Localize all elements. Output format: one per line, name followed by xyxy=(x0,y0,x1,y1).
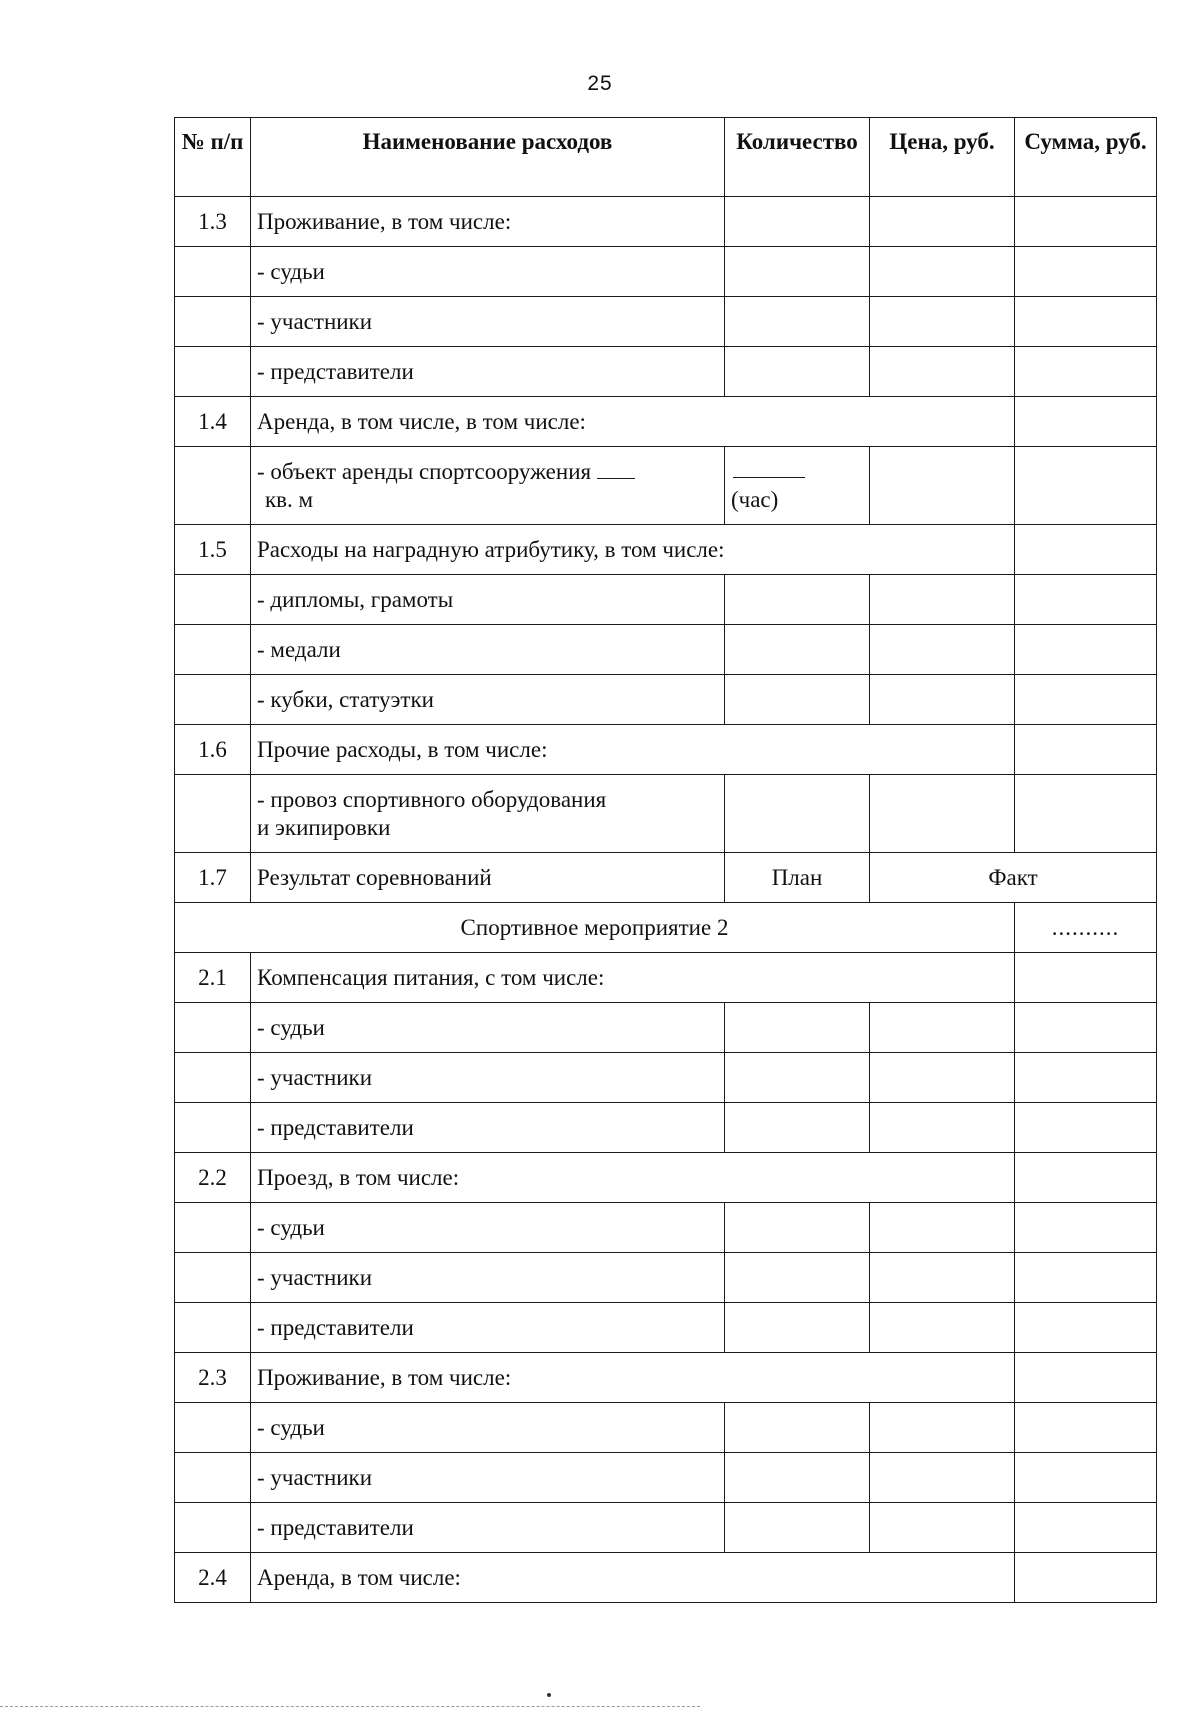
price-cell xyxy=(870,1253,1015,1303)
sum-cell xyxy=(1015,675,1157,725)
price-cell xyxy=(870,1453,1015,1503)
table-row xyxy=(175,1453,1157,1503)
sum-cell xyxy=(1015,397,1157,447)
sum-cell xyxy=(1015,347,1157,397)
page-number: 25 xyxy=(587,72,613,95)
table-row xyxy=(175,1053,1157,1103)
price-cell xyxy=(870,1403,1015,1453)
row-num xyxy=(175,1003,251,1053)
hours-label: (час) xyxy=(731,486,779,512)
row-label: - участники xyxy=(251,1453,725,1503)
price-cell xyxy=(870,1103,1015,1153)
table-row xyxy=(175,1303,1157,1353)
row-label-multiline xyxy=(251,447,725,525)
row-num: 2.4 xyxy=(175,1553,251,1603)
row-label: Расходы на наградную атрибутику, в том числе: xyxy=(251,525,1015,575)
row-num: 1.6 xyxy=(175,725,251,775)
sum-cell xyxy=(1015,725,1157,775)
table-row xyxy=(175,575,1157,625)
qty-cell xyxy=(725,247,870,297)
table-header-row xyxy=(175,118,1157,197)
row-num xyxy=(175,575,251,625)
sum-cell xyxy=(1015,1553,1157,1603)
table-row xyxy=(175,1353,1157,1403)
price-cell xyxy=(870,297,1015,347)
table-row xyxy=(175,1203,1157,1253)
row-label: - судьи xyxy=(251,1003,725,1053)
blank-fill-line xyxy=(733,467,805,478)
price-cell xyxy=(870,447,1015,525)
table-row xyxy=(175,853,1157,903)
row-num: 1.3 xyxy=(175,197,251,247)
sum-cell xyxy=(1015,1503,1157,1553)
price-cell xyxy=(870,575,1015,625)
section-title: Спортивное мероприятие 2 xyxy=(175,903,1015,953)
table-row xyxy=(175,725,1157,775)
row-label: - участники xyxy=(251,1053,725,1103)
qty-cell xyxy=(725,625,870,675)
price-cell xyxy=(870,247,1015,297)
label-line-2: кв. м xyxy=(265,486,314,512)
qty-cell xyxy=(725,447,870,525)
qty-cell xyxy=(725,1003,870,1053)
row-label: - представители xyxy=(251,347,725,397)
sum-cell xyxy=(1015,775,1157,853)
qty-cell xyxy=(725,1103,870,1153)
row-num xyxy=(175,297,251,347)
table-row xyxy=(175,197,1157,247)
row-num: 1.5 xyxy=(175,525,251,575)
sum-cell xyxy=(1015,1053,1157,1103)
row-label: Аренда, в том числе: xyxy=(251,1553,1015,1603)
table-row xyxy=(175,1553,1157,1603)
qty-cell xyxy=(725,1453,870,1503)
scan-speck xyxy=(547,1693,551,1697)
sum-cell xyxy=(1015,1403,1157,1453)
row-num xyxy=(175,1253,251,1303)
section-sum: .......... xyxy=(1015,903,1157,953)
row-num: 1.4 xyxy=(175,397,251,447)
row-num xyxy=(175,1453,251,1503)
row-num xyxy=(175,1203,251,1253)
sum-cell xyxy=(1015,575,1157,625)
price-cell xyxy=(870,197,1015,247)
label-line-1: - провоз спортивного оборудования xyxy=(257,786,607,812)
sum-cell xyxy=(1015,625,1157,675)
sum-cell xyxy=(1015,1253,1157,1303)
row-label: - представители xyxy=(251,1103,725,1153)
qty-cell xyxy=(725,1053,870,1103)
row-label: - представители xyxy=(251,1503,725,1553)
row-label: Прочие расходы, в том числе: xyxy=(251,725,1015,775)
qty-cell xyxy=(725,347,870,397)
table-row xyxy=(175,447,1157,525)
row-label: Результат соревнований xyxy=(251,853,725,903)
header-name: Наименование расходов xyxy=(251,118,725,197)
price-cell xyxy=(870,1203,1015,1253)
row-num xyxy=(175,1503,251,1553)
section-row xyxy=(175,903,1157,953)
blank-fill-line xyxy=(597,460,635,479)
qty-cell xyxy=(725,297,870,347)
table-row xyxy=(175,625,1157,675)
sum-cell xyxy=(1015,197,1157,247)
row-label: - медали xyxy=(251,625,725,675)
sum-cell xyxy=(1015,953,1157,1003)
sum-cell xyxy=(1015,1003,1157,1053)
table-row xyxy=(175,775,1157,853)
qty-cell xyxy=(725,1503,870,1553)
row-label: Компенсация питания, с том числе: xyxy=(251,953,1015,1003)
row-num xyxy=(175,247,251,297)
header-price: Цена, руб. xyxy=(870,118,1015,197)
sum-cell xyxy=(1015,247,1157,297)
table-row xyxy=(175,347,1157,397)
row-num xyxy=(175,675,251,725)
row-num xyxy=(175,625,251,675)
table-row xyxy=(175,1153,1157,1203)
row-num xyxy=(175,1053,251,1103)
row-label: Проживание, в том числе: xyxy=(251,197,725,247)
sum-cell xyxy=(1015,1453,1157,1503)
sum-cell xyxy=(1015,1353,1157,1403)
price-cell xyxy=(870,775,1015,853)
price-cell xyxy=(870,347,1015,397)
row-label: Проезд, в том числе: xyxy=(251,1153,1015,1203)
table-row xyxy=(175,1253,1157,1303)
qty-cell xyxy=(725,1253,870,1303)
qty-cell xyxy=(725,575,870,625)
row-num xyxy=(175,1103,251,1153)
sum-cell xyxy=(1015,1153,1157,1203)
table-row xyxy=(175,1003,1157,1053)
qty-cell xyxy=(725,197,870,247)
row-label: Аренда, в том числе, в том числе: xyxy=(251,397,1015,447)
row-label: - представители xyxy=(251,1303,725,1353)
row-num xyxy=(175,447,251,525)
qty-cell xyxy=(725,775,870,853)
row-num xyxy=(175,775,251,853)
price-cell xyxy=(870,675,1015,725)
qty-cell xyxy=(725,1403,870,1453)
price-cell xyxy=(870,1303,1015,1353)
row-num: 2.1 xyxy=(175,953,251,1003)
sum-cell xyxy=(1015,1303,1157,1353)
row-label: - судьи xyxy=(251,1203,725,1253)
expenses-table xyxy=(174,117,1157,1603)
sum-cell xyxy=(1015,525,1157,575)
fact-cell: Факт xyxy=(870,853,1157,903)
sum-cell xyxy=(1015,297,1157,347)
row-label-multiline xyxy=(251,775,725,853)
table-row xyxy=(175,1503,1157,1553)
sum-cell xyxy=(1015,447,1157,525)
row-label: - участники xyxy=(251,1253,725,1303)
header-qty: Количество xyxy=(725,118,870,197)
scan-bottom-rule xyxy=(0,1706,700,1707)
row-label: Проживание, в том числе: xyxy=(251,1353,1015,1403)
row-num xyxy=(175,1303,251,1353)
plan-cell: План xyxy=(725,853,870,903)
qty-cell xyxy=(725,675,870,725)
table-row xyxy=(175,397,1157,447)
table-row xyxy=(175,297,1157,347)
qty-cell xyxy=(725,1203,870,1253)
label-line-1: - объект аренды спортсооружения xyxy=(257,458,592,484)
header-sum: Сумма, руб. xyxy=(1015,118,1157,197)
price-cell xyxy=(870,1053,1015,1103)
row-label: - судьи xyxy=(251,1403,725,1453)
qty-cell xyxy=(725,1303,870,1353)
row-num: 2.2 xyxy=(175,1153,251,1203)
table-row xyxy=(175,953,1157,1003)
sum-cell xyxy=(1015,1203,1157,1253)
row-label: - участники xyxy=(251,297,725,347)
row-label: - судьи xyxy=(251,247,725,297)
price-cell xyxy=(870,625,1015,675)
price-cell xyxy=(870,1003,1015,1053)
table-row xyxy=(175,1403,1157,1453)
row-num: 1.7 xyxy=(175,853,251,903)
sum-cell xyxy=(1015,1103,1157,1153)
price-cell xyxy=(870,1503,1015,1553)
table-row xyxy=(175,247,1157,297)
label-line-2: и экипировки xyxy=(257,814,391,840)
row-num: 2.3 xyxy=(175,1353,251,1403)
row-label: - дипломы, грамоты xyxy=(251,575,725,625)
table-row xyxy=(175,1103,1157,1153)
row-num xyxy=(175,1403,251,1453)
row-num xyxy=(175,347,251,397)
header-num: № п/п xyxy=(175,118,251,197)
table-row xyxy=(175,675,1157,725)
table-row xyxy=(175,525,1157,575)
row-label: - кубки, статуэтки xyxy=(251,675,725,725)
